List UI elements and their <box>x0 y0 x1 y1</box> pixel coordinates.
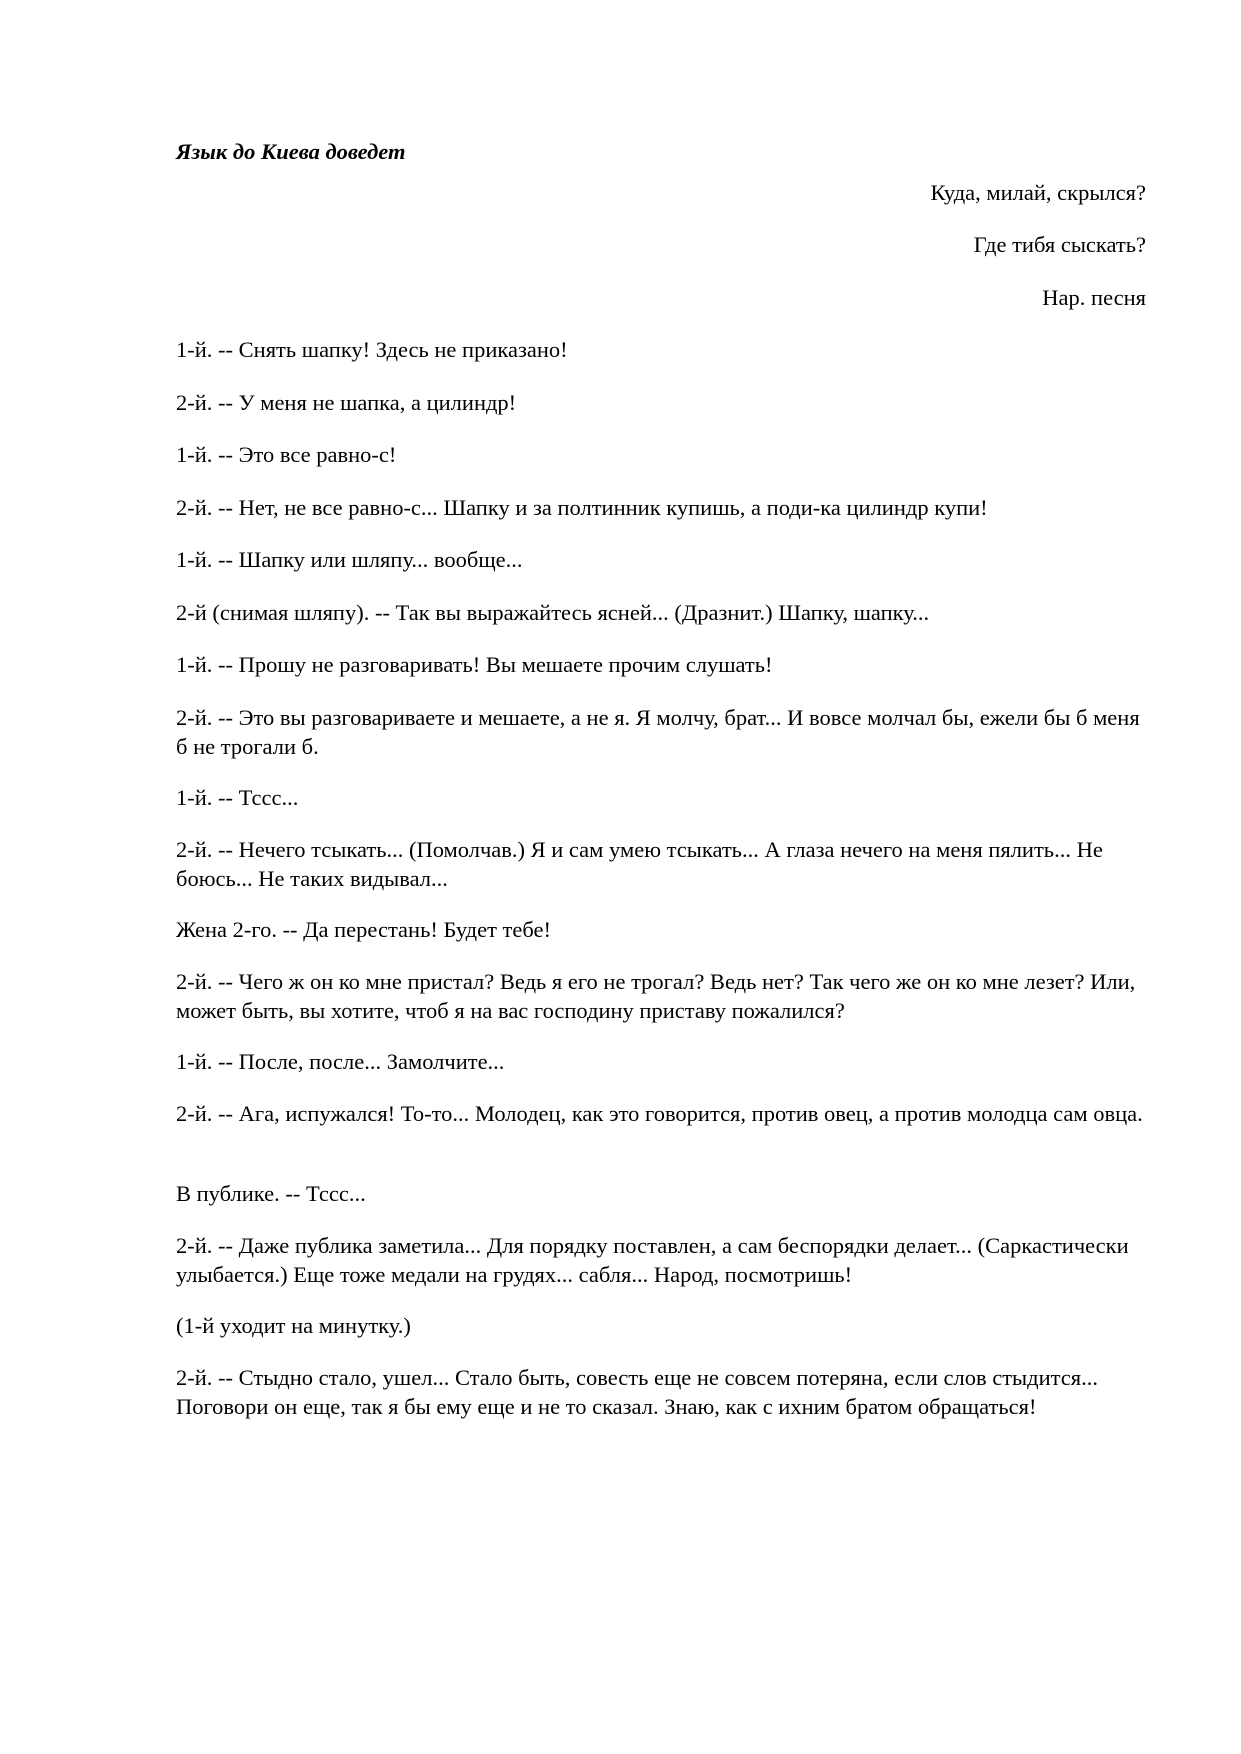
epigraph-attribution: Нар. песня <box>1042 285 1146 310</box>
dialogue-paragraph: 2-й. -- Нет, не все равно-с... Шапку и за полтинник купишь, а поди-ка цилиндр купи! <box>176 495 988 520</box>
dialogue-paragraph: 2-й (снимая шляпу). -- Так вы выражайтесь ясней... (Дразнит.) Шапку, шапку... <box>176 600 930 625</box>
dialogue-paragraph: 2-й. -- Это вы разговариваете и мешаете, а не я. Я молчу, брат... И вовсе молчал бы, ежели бы б меня б не трогали б. <box>176 705 1140 759</box>
dialogue-paragraph: 1-й. -- Это все равно-с! <box>176 442 397 467</box>
dialogue-paragraph: 1-й. -- После, после... Замолчите... <box>176 1049 505 1074</box>
document-title: Язык до Киева доведет <box>176 139 406 164</box>
dialogue-paragraph: 2-й. -- Стыдно стало, ушел... Стало быть, совесть еще не совсем потеряна, если слов стыдится... Поговори он еще, так я бы ему еще и не то сказал. Знаю, как с ихним братом обращаться! <box>176 1365 1098 1419</box>
dialogue-paragraph: 2-й. -- Нечего тсыкать... (Помолчав.) Я и сам умею тсыкать... А глаза нечего на меня пялить... Не боюсь... Не таких видывал... <box>176 837 1103 891</box>
dialogue-paragraph: 1-й. -- Прошу не разговаривать! Вы мешаете прочим слушать! <box>176 652 773 677</box>
dialogue-paragraph: 2-й. -- Ага, испужался! То-то... Молодец, как это говорится, против овец, а против молодца сам овца. <box>176 1101 1143 1126</box>
dialogue-paragraph: 1-й. -- Тссс... <box>176 785 299 810</box>
dialogue-paragraph: Жена 2-го. -- Да перестань! Будет тебе! <box>176 917 551 942</box>
epigraph-line-1: Куда, милай, скрылся? <box>930 180 1146 205</box>
dialogue-paragraph: 1-й. -- Шапку или шляпу... вообще... <box>176 547 523 572</box>
dialogue-paragraph: 1-й. -- Снять шапку! Здесь не приказано! <box>176 337 568 362</box>
dialogue-paragraph: 2-й. -- У меня не шапка, а цилиндр! <box>176 390 517 415</box>
dialogue-paragraph: 2-й. -- Даже публика заметила... Для порядку поставлен, а сам беспорядки делает... (Саркастически улыбается.) Еще тоже медали на грудях... сабля... Народ, посмотришь! <box>176 1233 1129 1287</box>
epigraph-line-2: Где тибя сыскать? <box>973 232 1146 257</box>
dialogue-paragraph: В публике. -- Тссс... <box>176 1181 366 1206</box>
dialogue-paragraph: (1-й уходит на минутку.) <box>176 1313 411 1338</box>
dialogue-paragraph: 2-й. -- Чего ж он ко мне пристал? Ведь я его не трогал? Ведь нет? Так чего же он ко мне лезет? Или, может быть, вы хотите, чтоб я на вас господину приставу пожалился? <box>176 969 1136 1023</box>
